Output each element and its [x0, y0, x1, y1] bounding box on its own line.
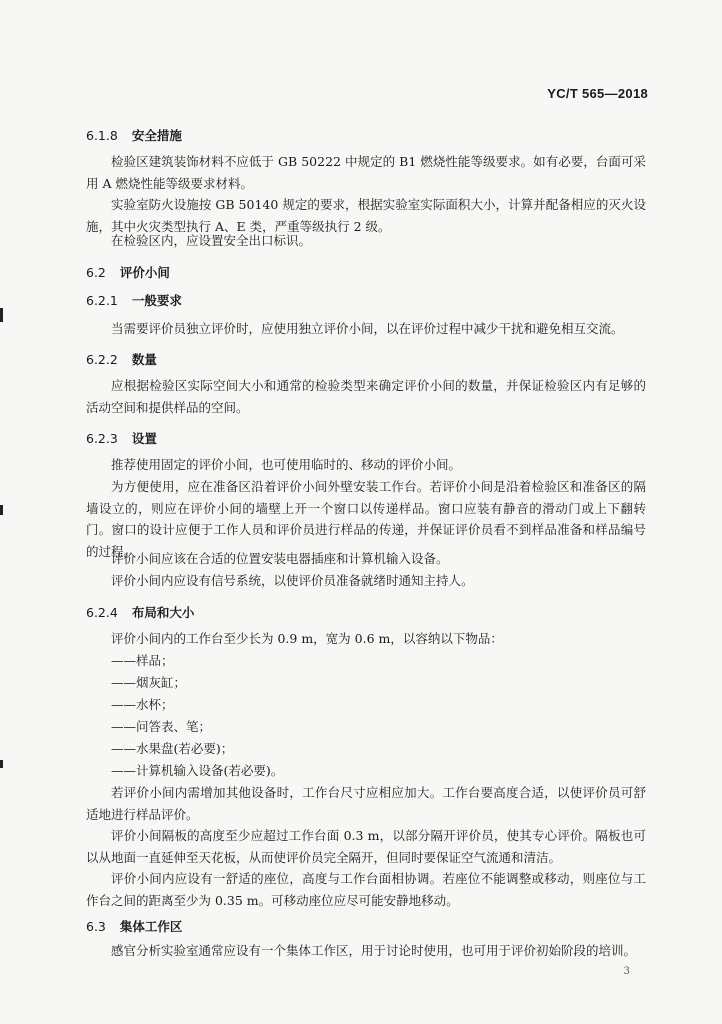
document-code: YC/T 565—2018 — [547, 86, 648, 101]
section-number: 6.1.8 — [86, 128, 118, 143]
section-title: 布局和大小 — [131, 605, 195, 620]
scan-edge-mark — [0, 505, 3, 515]
list-item: ——烟灰缸； — [111, 675, 187, 690]
paragraph: 感官分析实验室通常应设有一个集体工作区，用于讨论时使用，也可用于评价初始阶段的培训。 — [111, 943, 637, 958]
section-heading-6-3 — [86, 917, 182, 935]
paragraph: 推荐使用固定的评价小间，也可使用临时的、移动的评价小间。 — [111, 457, 462, 472]
section-number: 6.2.3 — [86, 431, 118, 446]
paragraph: 评价小间隔板的高度至少应超过工作台面 0.3 m，以部分隔开评价员，使其专心评价。隔板也可以从地面一直延伸至天花板，从而使评价员完全隔开，但同时要保证空气流通和清洁。 — [86, 828, 646, 865]
list-item: ——水杯； — [111, 697, 174, 712]
list-item: ——计算机输入设备(若必要)。 — [111, 763, 284, 778]
section-heading-6-1-8 — [86, 126, 182, 144]
paragraph: 评价小间内的工作台至少长为 0.9 m，宽为 0.6 m，以容纳以下物品： — [111, 631, 503, 646]
paragraph: 评价小间内应设有一舒适的座位，高度与工作台面相协调。若座位不能调整或移动，则座位与工作台之间的距离至少为 0.35 m。可移动座位应尽可能安静地移动。 — [86, 871, 646, 908]
paragraph: 评价小间内应设有信号系统，以使评价员准备就绪时通知主持人。 — [111, 573, 474, 588]
paragraph: 评价小间应该在合适的位置安装电器插座和计算机输入设备。 — [111, 551, 449, 566]
section-number: 6.3 — [86, 919, 106, 934]
paragraph: 应根据检验区实际空间大小和通常的检验类型来确定评价小间的数量，并保证检验区内有足够的活动空间和提供样品的空间。 — [86, 378, 646, 415]
paragraph: 当需要评价员独立评价时，应使用独立评价小间，以在评价过程中减少干扰和避免相互交流。 — [111, 321, 624, 336]
paragraph: 检验区建筑装饰材料不应低于 GB 50222 中规定的 B1 燃烧性能等级要求。如有必要，台面可采用 A 燃烧性能等级要求材料。 — [86, 154, 646, 191]
section-title: 安全措施 — [131, 128, 182, 143]
list-item: ——样品； — [111, 653, 174, 668]
scan-edge-mark — [0, 760, 3, 768]
paragraph: 若评价小间内需增加其他设备时，工作台尺寸应相应加大。工作台要高度合适，以使评价员可舒适地进行样品评价。 — [86, 785, 646, 822]
section-title: 设置 — [131, 431, 157, 446]
list-item: ——问答表、笔； — [111, 719, 212, 734]
section-title: 一般要求 — [131, 293, 182, 308]
section-number: 6.2.2 — [86, 352, 118, 367]
section-number: 6.2.1 — [86, 293, 118, 308]
section-heading-6-2-1 — [86, 291, 182, 309]
section-heading-6-2 — [86, 263, 170, 281]
section-title: 集体工作区 — [119, 919, 183, 934]
section-title: 数量 — [131, 352, 157, 367]
paragraph: 为方便使用，应在准备区沿着评价小间外壁安装工作台。若评价小间是沿着检验区和准备区的隔墙设立的，则应在评价小间的墙壁上开一个窗口以传递样品。窗口应装有静音的滑动门或上下翻转门。窗口的设计应便于工作人员和评价员进行样品的传递，并保证评价员看不到样品准备和样品编号的过程。 — [86, 479, 646, 559]
section-heading-6-2-2 — [86, 350, 157, 368]
paragraph: 在检验区内，应设置安全出口标识。 — [111, 233, 312, 248]
list-item: ——水果盘(若必要)； — [111, 741, 234, 756]
section-title: 评价小间 — [119, 265, 170, 280]
scan-edge-mark — [0, 308, 3, 322]
section-heading-6-2-3 — [86, 429, 157, 447]
page-number: 3 — [623, 966, 630, 977]
section-heading-6-2-4 — [86, 603, 194, 621]
section-number: 6.2.4 — [86, 605, 118, 620]
paragraph: 实验室防火设施按 GB 50140 规定的要求，根据实验室实际面积大小，计算并配备相应的灭火设施，其中火灾类型执行 A、E 类，严重等级执行 2 级。 — [86, 197, 646, 234]
section-number: 6.2 — [86, 265, 106, 280]
